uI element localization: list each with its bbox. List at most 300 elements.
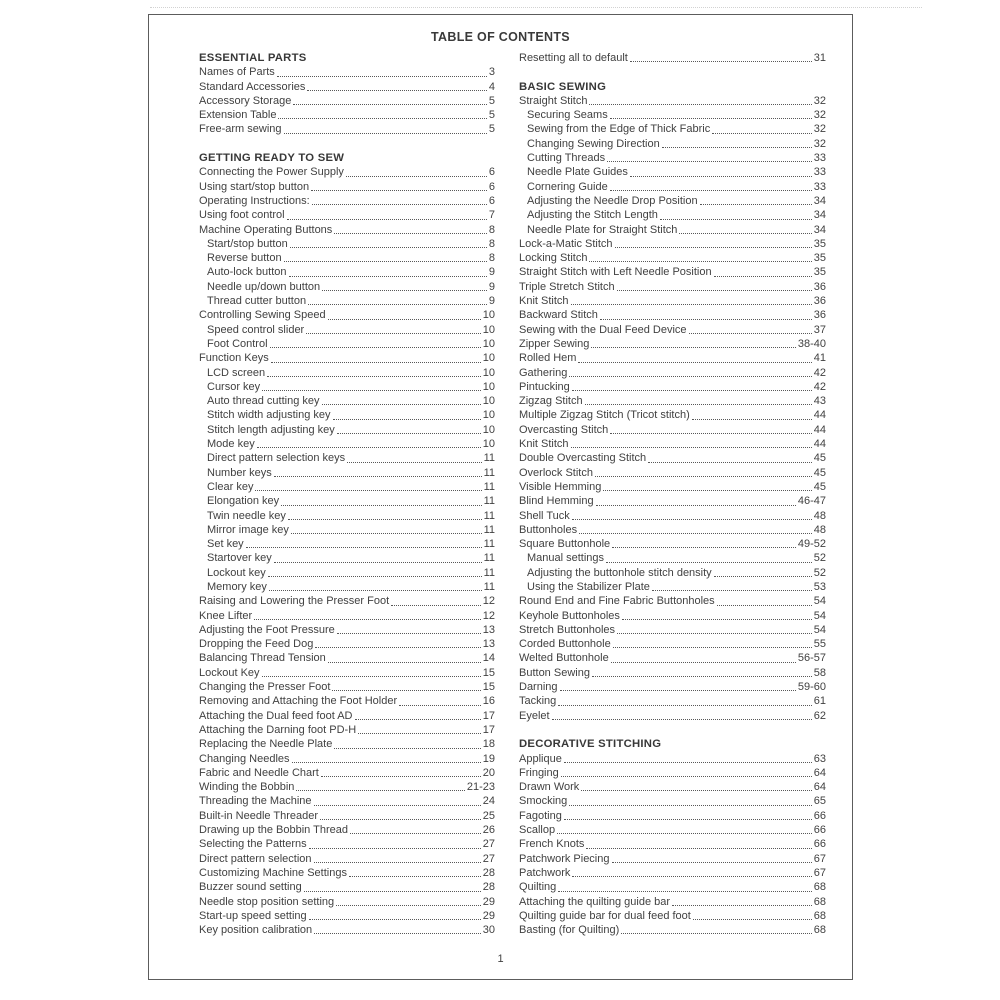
dot-leader	[585, 404, 812, 405]
dot-leader	[293, 104, 487, 105]
entry-label: Buzzer sound setting	[199, 881, 302, 894]
entry-page-number: 10	[482, 366, 495, 379]
entry-page-number: 25	[482, 809, 495, 822]
dot-leader	[712, 133, 812, 134]
entry-page-number: 34	[813, 194, 826, 207]
dot-leader	[271, 362, 481, 363]
toc-entry	[519, 151, 826, 165]
entry-page-number: 49-52	[797, 538, 826, 551]
dot-leader	[278, 118, 486, 119]
entry-page-number: 11	[483, 552, 495, 565]
entry-label: Using the Stabilizer Plate	[527, 580, 650, 593]
toc-entry	[199, 122, 495, 136]
dot-leader	[558, 705, 811, 706]
dot-leader	[679, 233, 811, 234]
toc-entry	[519, 466, 826, 480]
section-heading	[199, 151, 495, 165]
entry-label: Quilting	[519, 881, 557, 894]
entry-page-number: 10	[482, 395, 495, 408]
entry-page-number: 5	[488, 109, 495, 122]
toc-entry	[199, 494, 495, 508]
dot-leader	[284, 133, 487, 134]
entry-page-number: 64	[813, 766, 826, 779]
entry-label: Stitch width adjusting key	[207, 409, 331, 422]
page-frame-border	[148, 14, 853, 980]
toc-entry	[199, 308, 495, 322]
entry-label: Locking Stitch	[519, 252, 588, 265]
entry-label: Pintucking	[519, 380, 570, 393]
dot-leader	[578, 362, 811, 363]
toc-entry	[519, 294, 826, 308]
dot-leader	[350, 833, 481, 834]
toc-entry	[199, 251, 495, 265]
entry-page-number: 34	[813, 209, 826, 222]
toc-entry	[199, 194, 495, 208]
entry-page-number: 12	[482, 595, 495, 608]
entry-label: Needle Plate Guides	[527, 166, 628, 179]
entry-page-number: 20	[482, 766, 495, 779]
entry-page-number: 24	[482, 795, 495, 808]
dot-leader	[617, 290, 812, 291]
entry-page-number: 68	[813, 895, 826, 908]
toc-entry	[519, 537, 826, 551]
toc-entry	[519, 494, 826, 508]
toc-entry	[519, 351, 826, 365]
entry-page-number: 54	[813, 595, 826, 608]
entry-page-number: 9	[488, 295, 495, 308]
toc-entry	[199, 637, 495, 651]
dot-leader	[607, 161, 812, 162]
entry-label: Securing Seams	[527, 109, 608, 122]
dot-leader	[693, 919, 812, 920]
toc-entry	[519, 165, 826, 179]
toc-entry	[519, 451, 826, 465]
entry-page-number: 35	[813, 237, 826, 250]
toc-entry	[519, 694, 826, 708]
toc-entry	[199, 666, 495, 680]
entry-page-number: 11	[483, 538, 495, 551]
entry-label: Square Buttonhole	[519, 538, 611, 551]
entry-page-number: 26	[482, 824, 495, 837]
dot-leader	[572, 390, 812, 391]
dot-leader	[290, 247, 487, 248]
toc-entry	[519, 337, 826, 351]
dot-leader	[648, 462, 812, 463]
toc-entry	[199, 537, 495, 551]
entry-page-number: 10	[482, 423, 495, 436]
toc-entry	[519, 752, 826, 766]
toc-entry	[519, 423, 826, 437]
entry-label: Memory key	[207, 580, 267, 593]
entry-label: Buttonholes	[519, 523, 578, 536]
entry-label: Key position calibration	[199, 924, 313, 937]
toc-entry	[199, 551, 495, 565]
toc-left-column	[199, 51, 495, 937]
entry-page-number: 11	[483, 452, 495, 465]
entry-label: Knit Stitch	[519, 295, 569, 308]
entry-page-number: 44	[813, 423, 826, 436]
toc-entry	[519, 837, 826, 851]
entry-label: Mirror image key	[207, 523, 289, 536]
dot-leader	[692, 419, 812, 420]
entry-page-number: 52	[813, 566, 826, 579]
entry-page-number: 66	[813, 809, 826, 822]
section-heading	[519, 737, 826, 751]
entry-page-number: 36	[813, 295, 826, 308]
entry-label: Manual settings	[527, 552, 605, 565]
entry-page-number: 7	[488, 209, 495, 222]
dot-leader	[569, 376, 811, 377]
entry-label: Overlock Stitch	[519, 466, 593, 479]
dot-leader	[334, 233, 487, 234]
dot-leader	[308, 304, 487, 305]
entry-page-number: 35	[813, 266, 826, 279]
entry-label: LCD screen	[207, 366, 266, 379]
entry-label: Patchwork Piecing	[519, 852, 610, 865]
toc-entry	[519, 609, 826, 623]
dot-leader	[630, 61, 812, 62]
entry-page-number: 32	[813, 123, 826, 136]
entry-page-number: 46-47	[797, 495, 826, 508]
entry-page-number: 4	[488, 80, 495, 93]
dot-leader	[349, 876, 481, 877]
entry-label: Adjusting the buttonhole stitch density	[527, 566, 712, 579]
toc-entry	[199, 408, 495, 422]
entry-label: Double Overcasting Stitch	[519, 452, 647, 465]
toc-entry	[199, 737, 495, 751]
toc-entry	[519, 923, 826, 937]
entry-label: Scallop	[519, 824, 556, 837]
section-heading-label: BASIC SEWING	[519, 80, 607, 93]
entry-label: Elongation key	[207, 495, 280, 508]
entry-label: Replacing the Needle Plate	[199, 738, 333, 751]
entry-label: Needle up/down button	[207, 280, 321, 293]
toc-entry	[519, 380, 826, 394]
dot-leader	[591, 347, 796, 348]
entry-label: Selecting the Patterns	[199, 838, 307, 851]
entry-page-number: 11	[483, 495, 495, 508]
toc-entry	[199, 323, 495, 337]
section-heading	[199, 51, 495, 65]
entry-page-number: 55	[813, 638, 826, 651]
dot-leader	[358, 733, 481, 734]
column-gap	[519, 65, 826, 79]
entry-page-number: 18	[482, 738, 495, 751]
toc-entry	[199, 609, 495, 623]
dot-leader	[595, 476, 812, 477]
entry-page-number: 33	[813, 152, 826, 165]
entry-page-number: 5	[488, 123, 495, 136]
entry-page-number: 6	[488, 194, 495, 207]
dot-leader	[557, 833, 812, 834]
toc-entry	[199, 823, 495, 837]
toc-entry	[519, 623, 826, 637]
toc-entry	[519, 194, 826, 208]
entry-page-number: 31	[813, 52, 826, 64]
entry-label: Needle stop position setting	[199, 895, 335, 908]
dot-leader	[662, 147, 812, 148]
entry-label: Knit Stitch	[519, 438, 569, 451]
entry-page-number: 11	[483, 566, 495, 579]
toc-entry	[199, 794, 495, 808]
dot-leader	[255, 490, 481, 491]
dot-leader	[268, 576, 482, 577]
entry-label: Accessory Storage	[199, 94, 292, 107]
toc-entry	[519, 566, 826, 580]
entry-label: Blind Hemming	[519, 495, 594, 508]
entry-label: Mode key	[207, 438, 255, 451]
dot-leader	[622, 619, 812, 620]
entry-label: Multiple Zigzag Stitch (Tricot stitch)	[519, 409, 690, 422]
dot-leader	[717, 605, 812, 606]
dot-leader	[558, 891, 811, 892]
entry-page-number: 33	[813, 180, 826, 193]
entry-page-number: 3	[488, 66, 495, 79]
entry-label: Fringing	[519, 766, 559, 779]
entry-page-number: 16	[482, 695, 495, 708]
entry-label: Number keys	[207, 466, 272, 479]
toc-entry	[519, 137, 826, 151]
entry-page-number: 36	[813, 280, 826, 293]
entry-page-number: 8	[488, 223, 495, 236]
entry-label: Attaching the Darning foot PD-H	[199, 723, 357, 736]
entry-label: Quilting guide bar for dual feed foot	[519, 909, 691, 922]
section-heading-label: DECORATIVE STITCHING	[519, 738, 662, 751]
dot-leader	[581, 790, 811, 791]
toc-entry	[199, 280, 495, 294]
dot-leader	[355, 719, 481, 720]
entry-label: Drawing up the Bobbin Thread	[199, 824, 349, 837]
dot-leader	[311, 190, 487, 191]
entry-page-number: 33	[813, 166, 826, 179]
entry-label: Eyelet	[519, 709, 550, 722]
entry-label: Operating Instructions:	[199, 194, 310, 207]
toc-entry	[519, 437, 826, 451]
toc-entry	[199, 566, 495, 580]
dot-leader	[309, 848, 481, 849]
entry-label: Using foot control	[199, 209, 285, 222]
dot-leader	[586, 848, 811, 849]
toc-entry	[519, 637, 826, 651]
entry-page-number: 11	[483, 580, 495, 593]
dot-leader	[630, 176, 812, 177]
dot-leader	[287, 219, 487, 220]
entry-label: Dropping the Feed Dog	[199, 638, 314, 651]
dot-leader	[572, 519, 812, 520]
toc-entry	[199, 180, 495, 194]
dot-leader	[564, 762, 812, 763]
entry-label: Zipper Sewing	[519, 337, 590, 350]
dot-leader	[606, 562, 812, 563]
dot-leader	[611, 662, 796, 663]
section-heading-label: GETTING READY TO SEW	[199, 152, 345, 165]
entry-label: Direct pattern selection keys	[207, 452, 346, 465]
entry-page-number: 59-60	[797, 681, 826, 694]
entry-label: Straight Stitch with Left Needle Position	[519, 266, 712, 279]
dot-leader	[600, 319, 812, 320]
toc-entry	[199, 108, 495, 122]
entry-page-number: 11	[483, 509, 495, 522]
entry-page-number: 36	[813, 309, 826, 322]
toc-entry	[519, 237, 826, 251]
dot-leader	[399, 705, 481, 706]
toc-entry	[519, 651, 826, 665]
toc-entry	[199, 780, 495, 794]
dot-leader	[291, 533, 482, 534]
entry-page-number: 48	[813, 509, 826, 522]
entry-label: Sewing with the Dual Feed Device	[519, 323, 687, 336]
dot-leader	[672, 905, 812, 906]
page-title: TABLE OF CONTENTS	[431, 30, 570, 44]
entry-label: Auto thread cutting key	[207, 395, 320, 408]
entry-page-number: 63	[813, 752, 826, 765]
dot-leader	[603, 490, 811, 491]
entry-page-number: 27	[482, 838, 495, 851]
dot-leader	[257, 447, 481, 448]
entry-page-number: 32	[813, 109, 826, 122]
entry-label: Reverse button	[207, 252, 282, 265]
entry-label: Zigzag Stitch	[519, 395, 583, 408]
dot-leader	[621, 933, 811, 934]
entry-label: Resetting all to default	[519, 52, 628, 64]
toc-entry	[199, 423, 495, 437]
entry-label: Corded Buttonhole	[519, 638, 611, 651]
entry-page-number: 68	[813, 881, 826, 894]
dot-leader	[332, 690, 480, 691]
entry-label: Straight Stitch	[519, 94, 588, 107]
dot-leader	[274, 476, 482, 477]
dot-leader	[269, 590, 482, 591]
entry-label: Standard Accessories	[199, 80, 306, 93]
toc-entry	[519, 680, 826, 694]
dot-leader	[314, 805, 481, 806]
toc-entry	[199, 65, 495, 79]
entry-page-number: 11	[483, 480, 495, 493]
toc-entry	[519, 909, 826, 923]
entry-page-number: 29	[482, 895, 495, 908]
toc-entry	[199, 680, 495, 694]
entry-page-number: 43	[813, 395, 826, 408]
entry-page-number: 10	[482, 323, 495, 336]
entry-page-number: 9	[488, 280, 495, 293]
entry-label: Stitch length adjusting key	[207, 423, 335, 436]
dot-leader	[592, 676, 812, 677]
entry-page-number: 44	[813, 438, 826, 451]
entry-label: Thread cutter button	[207, 295, 307, 308]
entry-page-number: 6	[488, 166, 495, 179]
entry-label: Extension Table	[199, 109, 277, 122]
column-gap	[199, 137, 495, 151]
dot-leader	[660, 219, 812, 220]
toc-entry	[519, 594, 826, 608]
dot-leader	[328, 319, 481, 320]
dot-leader	[612, 547, 796, 548]
toc-entry	[519, 122, 826, 136]
dot-leader	[700, 204, 812, 205]
entry-page-number: 6	[488, 180, 495, 193]
entry-page-number: 11	[483, 523, 495, 536]
toc-entry	[199, 895, 495, 909]
dot-leader	[328, 662, 481, 663]
entry-page-number: 44	[813, 409, 826, 422]
toc-entry	[519, 265, 826, 279]
toc-entry	[519, 94, 826, 108]
dot-leader	[652, 590, 812, 591]
toc-entry	[199, 451, 495, 465]
dot-leader	[569, 805, 811, 806]
toc-entry	[199, 394, 495, 408]
dot-leader	[267, 376, 481, 377]
entry-label: Removing and Attaching the Foot Holder	[199, 695, 398, 708]
entry-label: Shell Tuck	[519, 509, 570, 522]
dot-leader	[714, 276, 812, 277]
entry-label: Set key	[207, 538, 244, 551]
dot-leader	[391, 605, 481, 606]
entry-label: Fagoting	[519, 809, 562, 822]
entry-page-number: 10	[482, 337, 495, 350]
dot-leader	[571, 447, 812, 448]
entry-label: Foot Control	[207, 337, 268, 350]
dot-leader	[314, 933, 481, 934]
dot-leader	[689, 333, 812, 334]
entry-page-number: 21-23	[466, 781, 495, 794]
entry-page-number: 67	[813, 852, 826, 865]
entry-label: Twin needle key	[207, 509, 286, 522]
entry-page-number: 10	[482, 409, 495, 422]
entry-label: Winding the Bobbin	[199, 781, 295, 794]
page-number: 1	[497, 953, 504, 965]
entry-page-number: 13	[482, 623, 495, 636]
entry-label: Changing Needles	[199, 752, 290, 765]
dot-leader	[589, 261, 811, 262]
entry-page-number: 12	[482, 609, 495, 622]
entry-label: Balancing Thread Tension	[199, 652, 326, 665]
toc-entry	[199, 165, 495, 179]
dot-leader	[333, 419, 481, 420]
entry-page-number: 10	[482, 309, 495, 322]
entry-label: Built-in Needle Threader	[199, 809, 319, 822]
dot-leader	[596, 505, 796, 506]
toc-entry	[199, 866, 495, 880]
entry-page-number: 14	[482, 652, 495, 665]
entry-label: Smocking	[519, 795, 568, 808]
entry-label: Connecting the Power Supply	[199, 166, 344, 179]
entry-page-number: 27	[482, 852, 495, 865]
entry-page-number: 29	[482, 909, 495, 922]
entry-page-number: 54	[813, 623, 826, 636]
entry-label: Customizing Machine Settings	[199, 866, 347, 879]
toc-entry	[199, 237, 495, 251]
toc-entry	[519, 666, 826, 680]
section-heading	[519, 80, 826, 94]
dot-leader	[322, 290, 487, 291]
entry-page-number: 34	[813, 223, 826, 236]
entry-label: Start/stop button	[207, 237, 288, 250]
entry-page-number: 17	[482, 709, 495, 722]
toc-entry	[199, 437, 495, 451]
entry-label: Auto-lock button	[207, 266, 287, 279]
entry-page-number: 61	[813, 695, 826, 708]
dot-leader	[314, 862, 481, 863]
dot-leader	[589, 104, 811, 105]
entry-label: Visible Hemming	[519, 480, 602, 493]
toc-entry	[199, 752, 495, 766]
entry-page-number: 30	[482, 924, 495, 937]
dot-leader	[288, 519, 482, 520]
entry-page-number: 67	[813, 866, 826, 879]
entry-page-number: 11	[483, 466, 495, 479]
entry-label: Machine Operating Buttons	[199, 223, 333, 236]
